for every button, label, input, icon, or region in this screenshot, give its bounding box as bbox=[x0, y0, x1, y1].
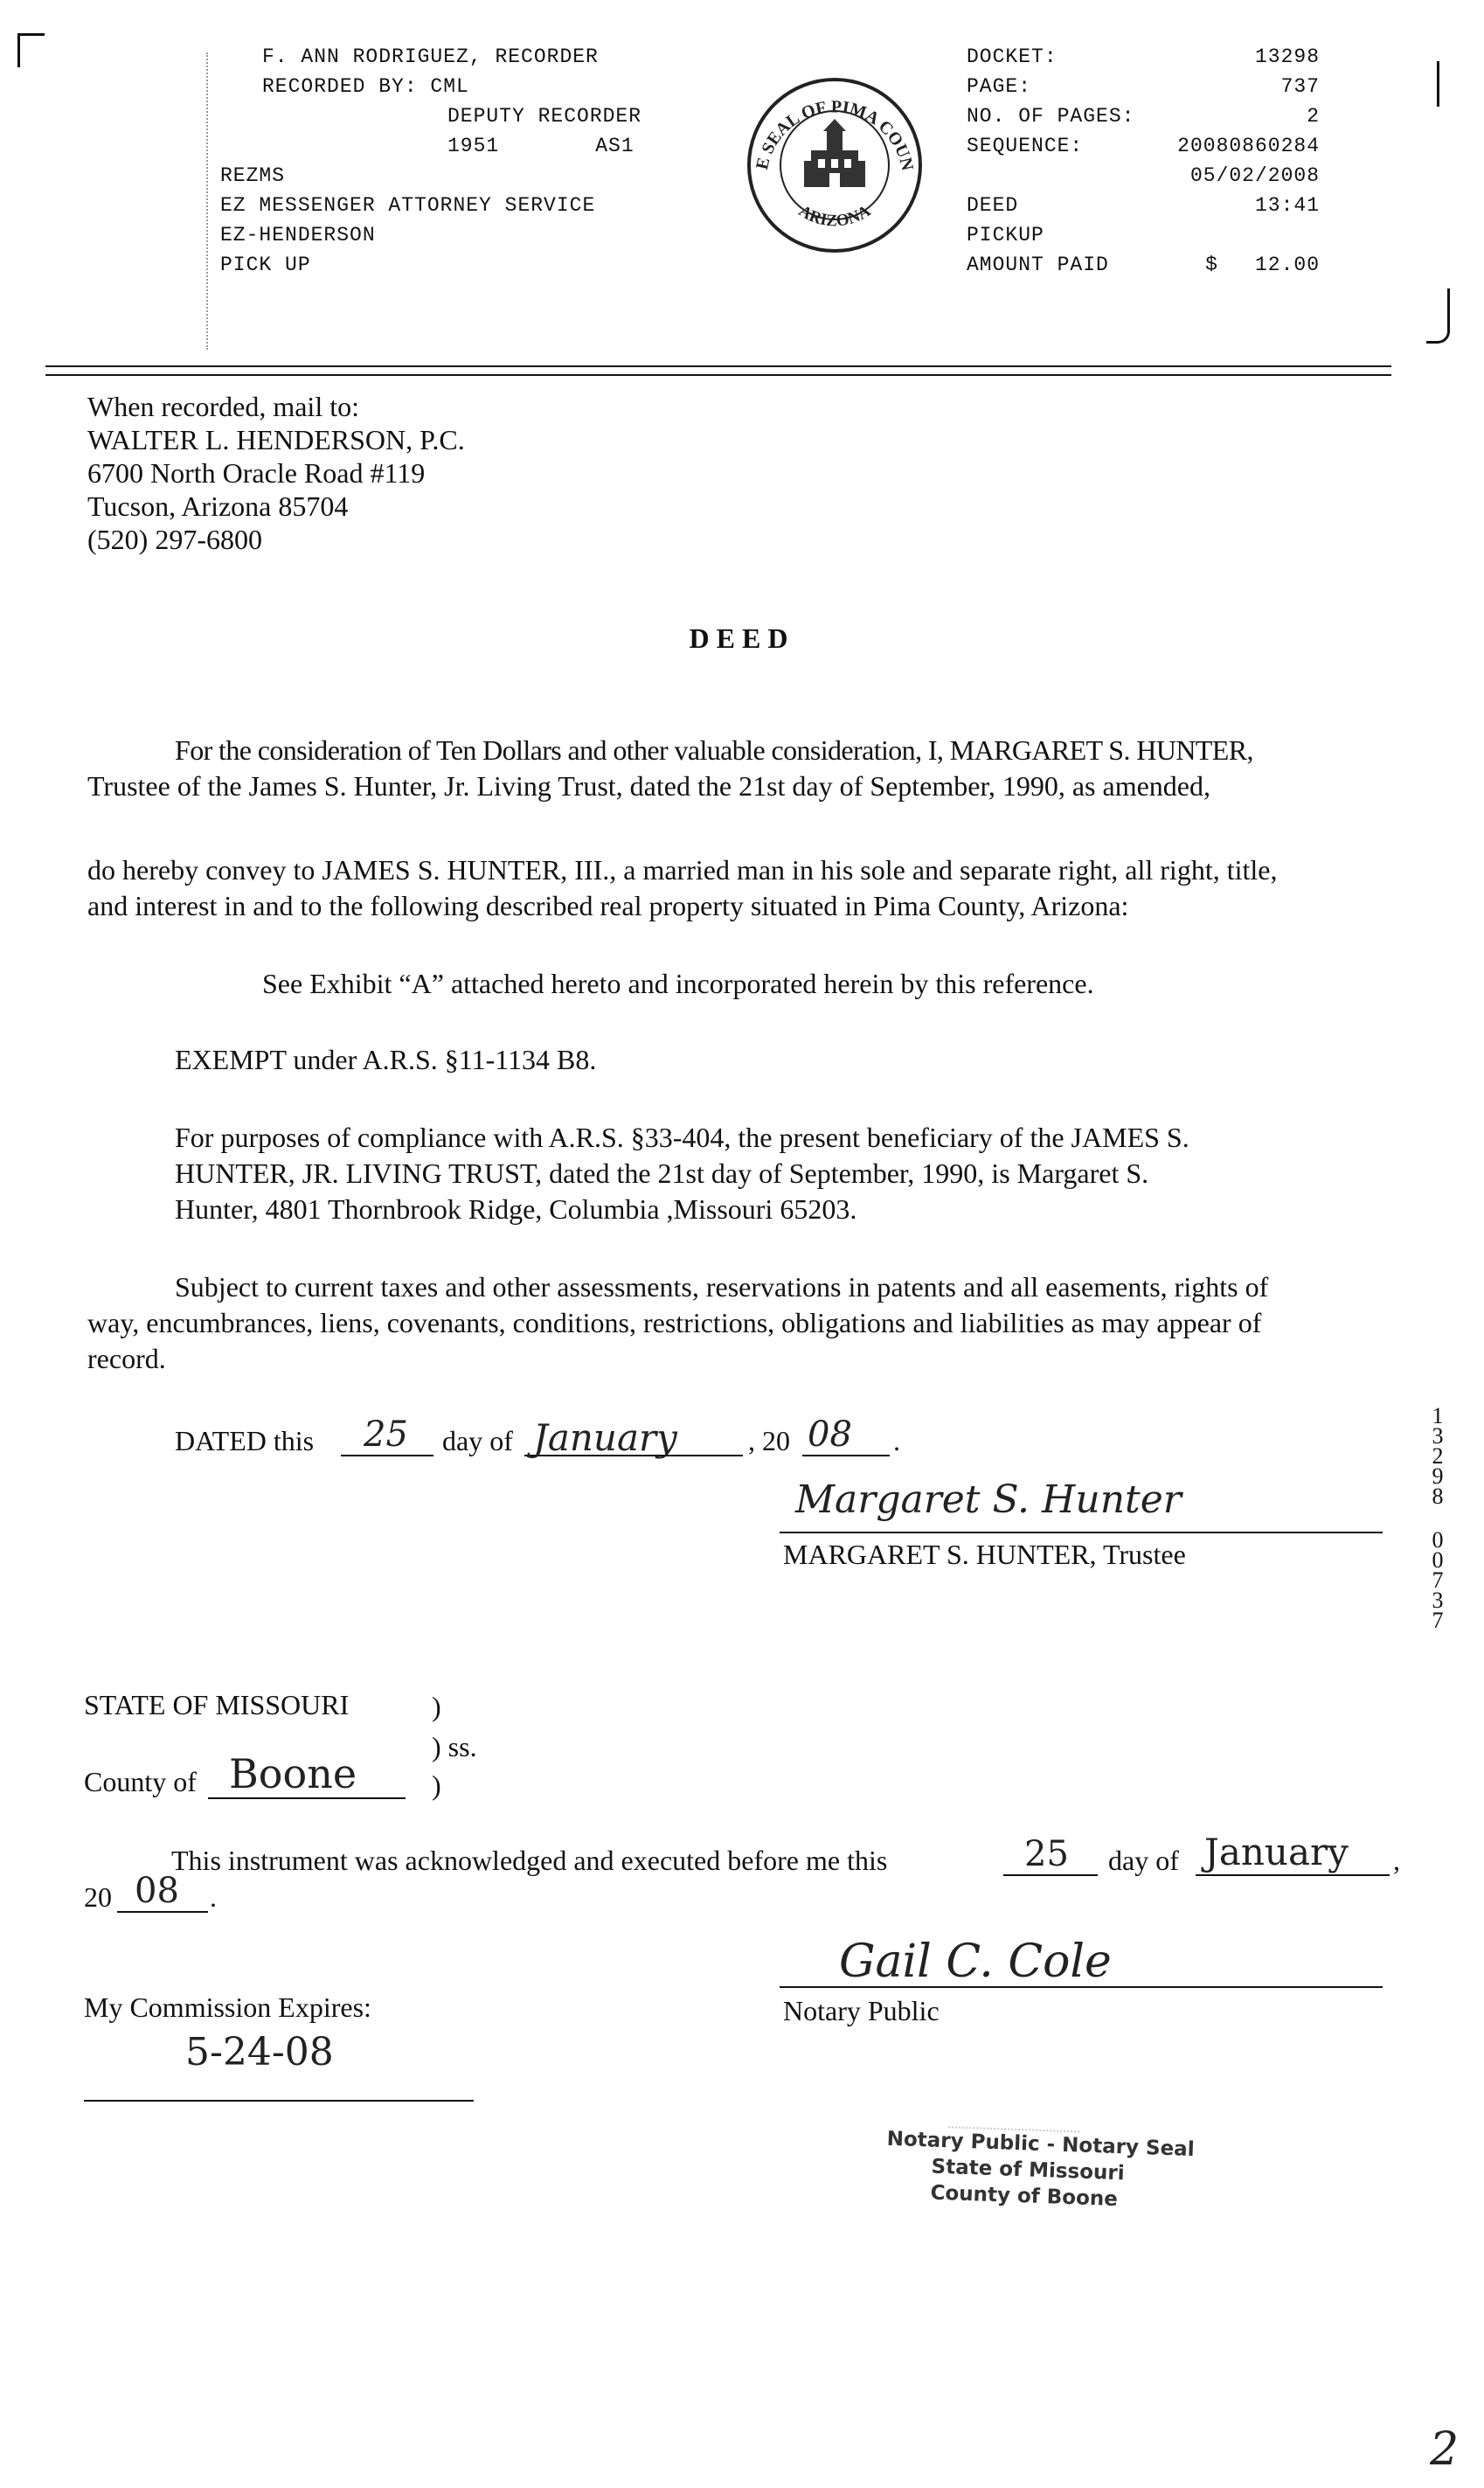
notary-signature-line bbox=[780, 1986, 1383, 1988]
rezms-line: REZMS bbox=[220, 164, 286, 187]
docket-value: 2 bbox=[1307, 105, 1320, 128]
notary-paren-2: ) bbox=[432, 1769, 441, 1801]
docket-info bbox=[967, 42, 1320, 280]
notary-county-line bbox=[208, 1797, 406, 1799]
recorder-line: F. ANN RODRIGUEZ, RECORDER bbox=[262, 45, 599, 68]
ack-comma: , bbox=[1393, 1845, 1400, 1876]
mail-to-label: When recorded, mail to: bbox=[87, 391, 359, 422]
pickup-line: PICK UP bbox=[220, 254, 311, 276]
right-tick-mark bbox=[1437, 61, 1439, 107]
header-dotted-rule bbox=[206, 52, 208, 350]
docket-label: DOCKET: bbox=[967, 45, 1058, 68]
mail-to-city: Tucson, Arizona 85704 bbox=[87, 490, 349, 522]
trustee-printed-name: MARGARET S. HUNTER, Trustee bbox=[783, 1539, 1186, 1570]
paragraph-4-line-2: way, encumbrances, liens, covenants, conditions, restrictions, obligations and liabilities as may appear of bbox=[87, 1307, 1262, 1338]
margin-docket-number: 13298 bbox=[1432, 1403, 1444, 1509]
dated-month-handwritten: January bbox=[533, 1416, 677, 1459]
header-double-rule bbox=[45, 365, 1391, 376]
paragraph-1 bbox=[87, 733, 1416, 804]
docket-label: PICKUP bbox=[967, 224, 1044, 247]
dated-day-line bbox=[341, 1455, 433, 1456]
stamp-line-1: Notary Public - Notary Seal bbox=[886, 2127, 1196, 2162]
docket-row bbox=[967, 72, 1320, 101]
ack-day-of: day of bbox=[1108, 1845, 1179, 1876]
docket-row bbox=[967, 191, 1320, 220]
paragraph-2 bbox=[87, 852, 1416, 924]
margin-page-number: 00737 bbox=[1432, 1527, 1444, 1633]
paragraph-4-line-3: record. bbox=[87, 1343, 166, 1374]
ack-month-handwritten: January bbox=[1204, 1831, 1349, 1873]
dated-year-prefix: , 20 bbox=[748, 1425, 790, 1456]
docket-label: PAGE: bbox=[967, 75, 1032, 98]
paragraph-3 bbox=[175, 1120, 1398, 1227]
seal-top-text: E SEAL OF PIMA COUN bbox=[752, 97, 918, 173]
henderson-line: EZ-HENDERSON bbox=[220, 224, 376, 247]
paragraph-1-line-1: For the consideration of Ten Dollars and other valuable consideration, I, MARGARET S. HUNTER, bbox=[175, 734, 1253, 766]
paragraph-2-line-1: do hereby convey to JAMES S. HUNTER, III., a married man in his sole and separate right, all right, title, bbox=[87, 854, 1278, 886]
document-title: DEED bbox=[689, 622, 795, 654]
paragraph-4 bbox=[87, 1269, 1416, 1377]
paragraph-2-line-2: and interest in and to the following described real property situated in Pima County, Arizona: bbox=[87, 890, 1129, 921]
mail-to-phone: (520) 297-6800 bbox=[87, 524, 262, 555]
dated-day-of: day of bbox=[442, 1425, 513, 1456]
amount-paid-group bbox=[1153, 250, 1320, 280]
docket-row bbox=[967, 101, 1320, 131]
amount-paid-value: 12.00 bbox=[1254, 254, 1320, 276]
exhibit-line: See Exhibit “A” attached hereto and incorporated herein by this reference. bbox=[262, 968, 1094, 999]
county-seal bbox=[743, 73, 926, 257]
paragraph-1-line-2: Trustee of the James S. Hunter, Jr. Living Trust, dated the 21st day of September, 1990, as amended, bbox=[87, 770, 1210, 802]
trustee-signature-line bbox=[780, 1532, 1383, 1533]
ack-period: . bbox=[210, 1881, 217, 1913]
commission-line bbox=[84, 2100, 474, 2102]
ack-day-handwritten: 25 bbox=[1024, 1834, 1069, 1874]
exempt-line: EXEMPT under A.R.S. §11-1134 B8. bbox=[175, 1044, 597, 1075]
corner-mark bbox=[17, 33, 45, 67]
page-mark: 2 bbox=[1430, 2423, 1460, 2476]
commission-label: My Commission Expires: bbox=[84, 1991, 371, 2023]
dated-prefix: DATED this bbox=[175, 1425, 315, 1456]
ack-prefix: This instrument was acknowledged and executed before me this bbox=[171, 1845, 888, 1876]
notary-state: STATE OF MISSOURI bbox=[84, 1689, 350, 1720]
deputy-codes bbox=[220, 131, 710, 161]
docket-row bbox=[967, 131, 1320, 161]
commission-date-handwritten: 5-24-08 bbox=[185, 2030, 334, 2074]
recorder-header bbox=[220, 42, 710, 280]
notary-stamp bbox=[884, 2105, 1203, 2215]
seal-bottom-text: ARIZONA bbox=[795, 201, 874, 231]
docket-row bbox=[967, 42, 1320, 72]
deputy-number: 1951 bbox=[447, 135, 500, 157]
amount-paid-row bbox=[967, 250, 1320, 280]
notary-ss: ) ss. bbox=[432, 1731, 477, 1762]
notary-county-label: County of bbox=[84, 1766, 197, 1797]
recorded-by-line: RECORDED BY: CML bbox=[262, 75, 469, 98]
deputy-line: DEPUTY RECORDER bbox=[447, 105, 642, 128]
mail-to-name: WALTER L. HENDERSON, P.C. bbox=[87, 424, 465, 455]
docket-label: DEED bbox=[967, 194, 1019, 217]
stamp-line-3: County of Boone bbox=[930, 2181, 1119, 2211]
dated-day-handwritten: 25 bbox=[364, 1414, 408, 1455]
amount-paid-currency: $ bbox=[1205, 254, 1218, 276]
docket-row bbox=[967, 161, 1320, 191]
docket-value: 737 bbox=[1280, 75, 1320, 98]
notary-signature: Gail C. Cole bbox=[839, 1935, 1112, 1988]
notary-paren-1: ) bbox=[432, 1691, 441, 1722]
paragraph-3-line-3: Hunter, 4801 Thornbrook Ridge, Columbia ,Missouri 65203. bbox=[175, 1193, 857, 1225]
docket-row bbox=[967, 220, 1320, 250]
paragraph-4-line-1: Subject to current taxes and other assessments, reservations in patents and all easements, rights of bbox=[175, 1271, 1269, 1303]
messenger-line: EZ MESSENGER ATTORNEY SERVICE bbox=[220, 194, 596, 217]
docket-label: NO. OF PAGES: bbox=[967, 105, 1135, 128]
docket-value: 13:41 bbox=[1254, 194, 1320, 217]
docket-value: 13298 bbox=[1254, 45, 1320, 68]
docket-label: SEQUENCE: bbox=[967, 135, 1084, 157]
docket-value: 20080860284 bbox=[1177, 135, 1320, 157]
mail-to-block bbox=[87, 390, 465, 556]
stamp-line-2: State of Missouri bbox=[931, 2155, 1126, 2186]
docket-value: 05/02/2008 bbox=[1189, 164, 1320, 187]
dated-year-line bbox=[802, 1455, 890, 1456]
dated-suffix: . bbox=[893, 1425, 900, 1456]
trustee-signature: Margaret S. Hunter bbox=[795, 1477, 1182, 1522]
ack-day-line bbox=[1003, 1874, 1098, 1876]
ack-year-prefix: 20 bbox=[84, 1881, 112, 1913]
ack-year-handwritten: 08 bbox=[135, 1871, 179, 1911]
paragraph-3-line-2: HUNTER, JR. LIVING TRUST, dated the 21st day of September, 1990, is Margaret S. bbox=[175, 1157, 1149, 1189]
deputy-code: AS1 bbox=[595, 135, 635, 157]
mail-to-street: 6700 North Oracle Road #119 bbox=[87, 457, 426, 489]
dated-year-handwritten: 08 bbox=[808, 1414, 852, 1455]
right-bracket-mark bbox=[1426, 288, 1450, 344]
ack-month-line bbox=[1196, 1874, 1390, 1876]
paragraph-3-line-1: For purposes of compliance with A.R.S. §33-404, the present beneficiary of the JAMES S. bbox=[175, 1122, 1189, 1153]
ack-year-line bbox=[117, 1911, 208, 1913]
notary-public-label: Notary Public bbox=[783, 1995, 940, 2026]
notary-county-handwritten: Boone bbox=[229, 1750, 357, 1797]
amount-paid-label: AMOUNT PAID bbox=[967, 254, 1109, 276]
